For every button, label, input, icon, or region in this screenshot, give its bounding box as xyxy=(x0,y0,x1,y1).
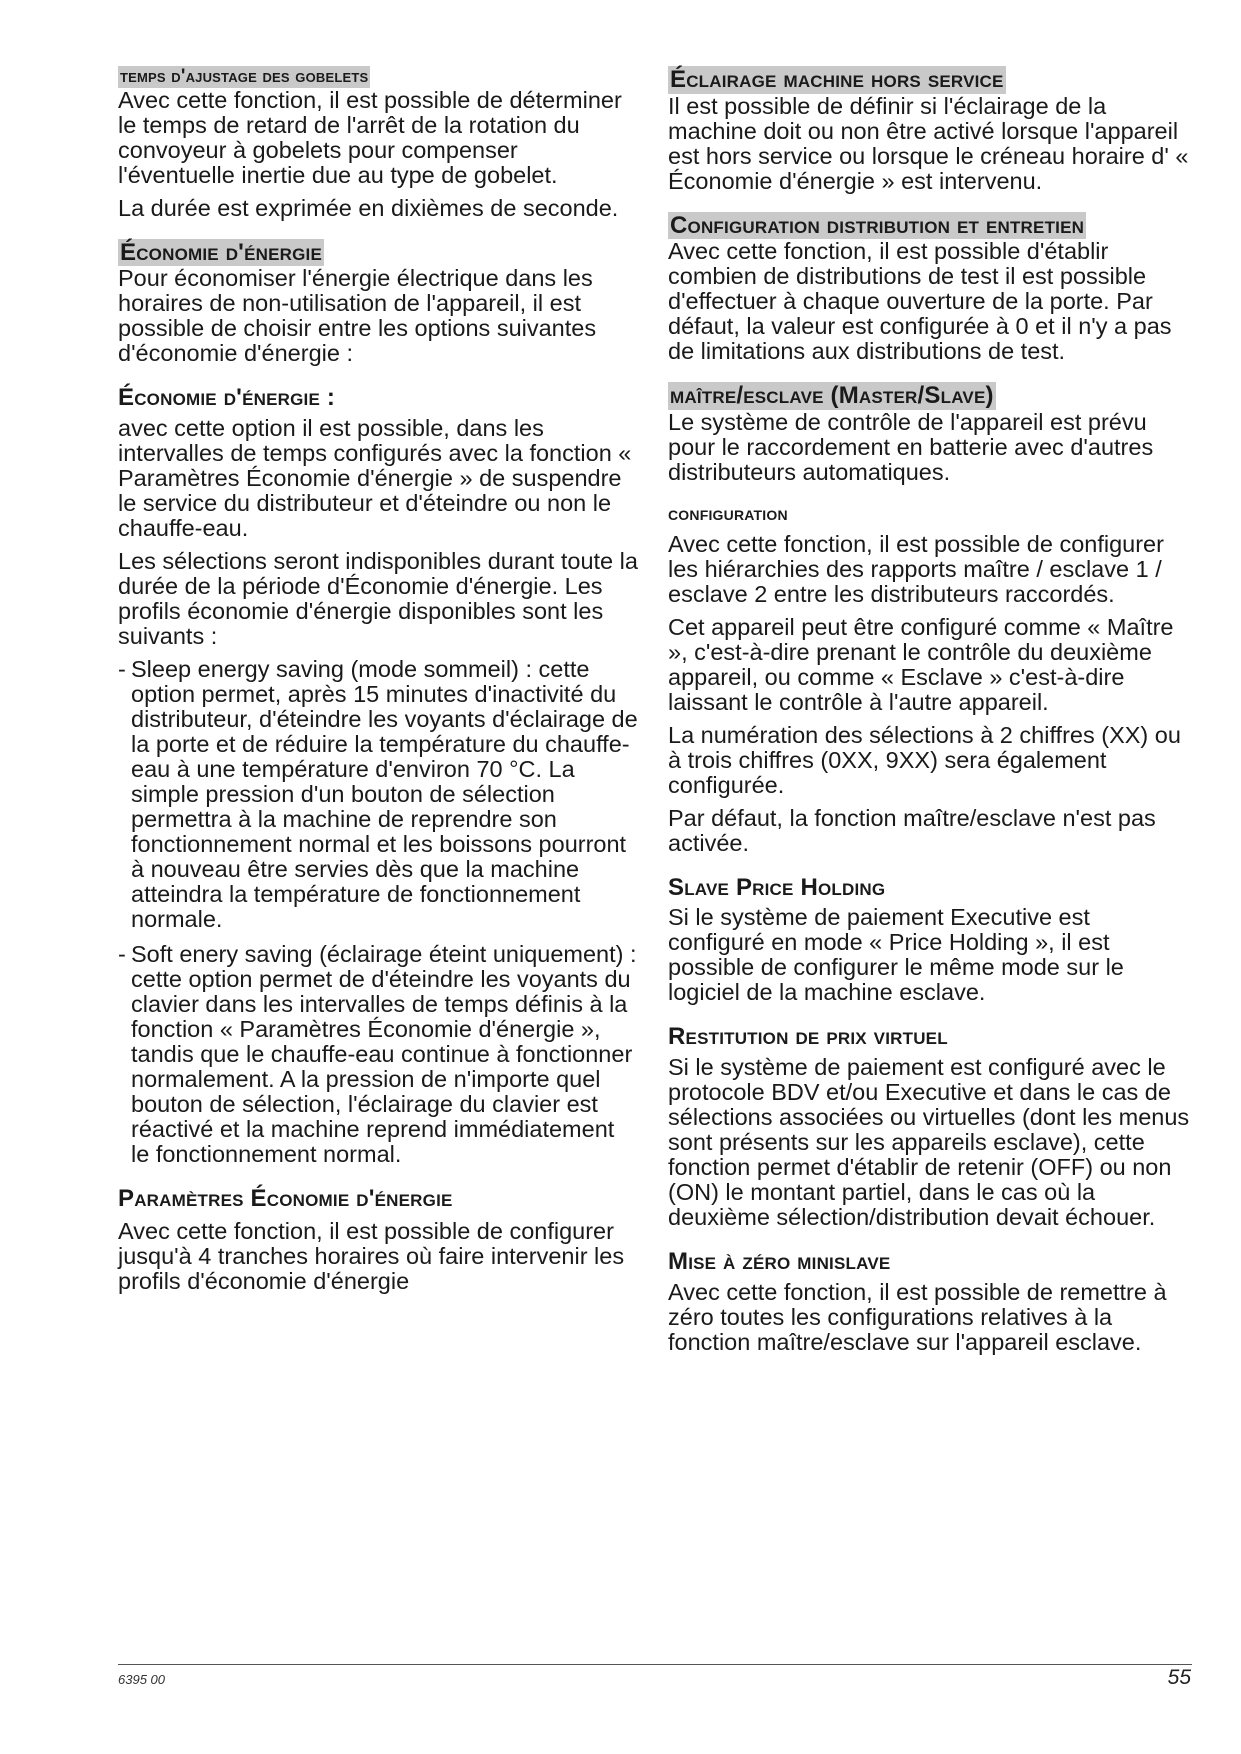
heading-economie-energie-option: Économie d'énergie : xyxy=(118,384,336,412)
paragraph: Avec cette fonction, il est possible de déterminer le temps de retard de l'arrêt de la rotation du convoyeur à gobelets pour compenser l'éventuelle inertie due au type de gobelet. xyxy=(118,86,622,188)
heading-parametres-economie: Paramètres Économie d'énergie xyxy=(118,1185,453,1213)
right-column xyxy=(668,66,1193,1373)
section-economie-energie-option xyxy=(118,384,638,1167)
section-maitre-esclave xyxy=(668,382,1193,485)
heading-configuration-distribution: Configuration distribution et entretien xyxy=(670,211,1085,239)
heading-temps-ajustage: temps d'ajustage des gobelets xyxy=(120,66,369,87)
paragraph: Avec cette fonction, il est possible de configurer les hiérarchies des rapports maître / esclave 1 / esclave 2 entre les distributeurs raccordés. xyxy=(668,530,1164,607)
paragraph: Cet appareil peut être configuré comme « Maître », c'est-à-dire prenant le contrôle du deuxième appareil, ou comme « Esclave » c'est-à-dire laissant le contrôle à l'autre appareil. xyxy=(668,613,1174,715)
heading-economie-energie: Économie d'énergie xyxy=(120,238,322,266)
paragraph: Avec cette fonction, il est possible d'établir combien de distributions de test il est possible d'effectuer à chaque ouverture de la porte. Par défaut, la valeur est configurée à 0 et il n'y a pas de limitations aux distributions de test. xyxy=(668,238,1172,365)
paragraph: avec cette option il est possible, dans les intervalles de temps configurés avec la fonction « Paramètres Économie d'énergie » de suspendre le service du distributeur et d'éteindre ou non le chauffe-eau. xyxy=(118,415,632,542)
list-item: - Sleep energy saving (mode sommeil) : cette option permet, après 15 minutes d'inactivité du distributeur, d'éteindre les voyants d'éclairage de la porte et de réduire la température du chauffe-eau à une température d'environ 70 °C. La simple pression d'un bouton de sélection permettra à la machine de reprendre son fonctionnement normal et les boissons pourront à nouveau être servies dès que la machine atteindra la température de fonctionnement normale. xyxy=(118,657,638,932)
footer-divider xyxy=(118,1664,1192,1665)
heading-mise-a-zero: Mise à zéro minislave xyxy=(668,1247,891,1275)
paragraph: Si le système de paiement Executive est configuré en mode « Price Holding », il est possible de configurer le même mode sur le logiciel de la machine esclave. xyxy=(668,904,1124,1006)
paragraph: Par défaut, la fonction maître/esclave n'est pas activée. xyxy=(668,804,1156,856)
heading-restitution-prix: Restitution de prix virtuel xyxy=(668,1023,948,1051)
heading-configuration: configuration xyxy=(668,502,788,525)
paragraph: Si le système de paiement est configuré avec le protocole BDV et/ou Executive et dans le cas de sélections associées ou virtuelles (dont les menus sont présents sur les appareils esclave), cette fonction permet d'établir de retenir (OFF) ou non (ON) le montant partiel, dans le cas où la deuxième sélection/distribution devait échouer. xyxy=(668,1053,1190,1230)
heading-maitre-esclave: maître/esclave (Master/Slave) xyxy=(670,382,994,410)
list-item: - Soft enery saving (éclairage éteint uniquement) : cette option permet de d'éteindre les voyants du clavier dans les intervalles de temps définis à la fonction « Paramètres Économie d'énergie », tandis que le chauffe-eau continue à fonctionner normalement. A la pression de n'importe quel bouton de sélection, l'éclairage du clavier est réactivé et la machine reprend immédiatement le fonctionnement normal. xyxy=(118,942,638,1167)
heading-slave-price-holding: Slave Price Holding xyxy=(668,873,886,901)
paragraph: Les sélections seront indisponibles durant toute la durée de la période d'Économie d'énergie. Les profils économie d'énergie disponibles sont les suivants : xyxy=(118,548,638,650)
section-economie-energie xyxy=(118,239,638,367)
section-configuration-distribution xyxy=(668,212,1193,365)
section-restitution-prix xyxy=(668,1023,1193,1230)
page-number: 55 xyxy=(1167,1666,1191,1689)
heading-eclairage: Éclairage machine hors service xyxy=(670,66,1004,93)
left-column xyxy=(118,66,638,1312)
paragraph: Avec cette fonction, il est possible de configurer jusqu'à 4 tranches horaires où faire intervenir les profils d'économie d'énergie xyxy=(118,1217,625,1294)
section-configuration xyxy=(668,503,1193,856)
section-parametres-economie xyxy=(118,1185,638,1294)
paragraph: Il est possible de définir si l'éclairage de la machine doit ou non être activé lorsque l'appareil est hors service ou lorsque le créneau horaire d' « Économie d'énergie » est intervenu. xyxy=(668,92,1189,194)
paragraph: Avec cette fonction, il est possible de remettre à zéro toutes les configurations relatives à la fonction maître/esclave sur l'appareil esclave. xyxy=(668,1278,1167,1355)
document-code: 6395 00 xyxy=(118,1672,165,1687)
paragraph: Pour économiser l'énergie électrique dans les horaires de non-utilisation de l'appareil, il est possible de choisir entre les options suivantes d'économie d'énergie : xyxy=(118,265,597,367)
paragraph: Le système de contrôle de l'appareil est prévu pour le raccordement en batterie avec d'autres distributeurs automatiques. xyxy=(668,408,1154,485)
section-eclairage xyxy=(668,66,1193,194)
profile-list xyxy=(118,657,638,1167)
section-slave-price-holding xyxy=(668,874,1193,1006)
paragraph: La numération des sélections à 2 chiffres (XX) ou à trois chiffres (0XX, 9XX) sera également configurée. xyxy=(668,721,1181,798)
paragraph: La durée est exprimée en dixièmes de seconde. xyxy=(118,194,619,221)
section-mise-a-zero xyxy=(668,1248,1193,1355)
section-temps-ajustage xyxy=(118,66,638,221)
